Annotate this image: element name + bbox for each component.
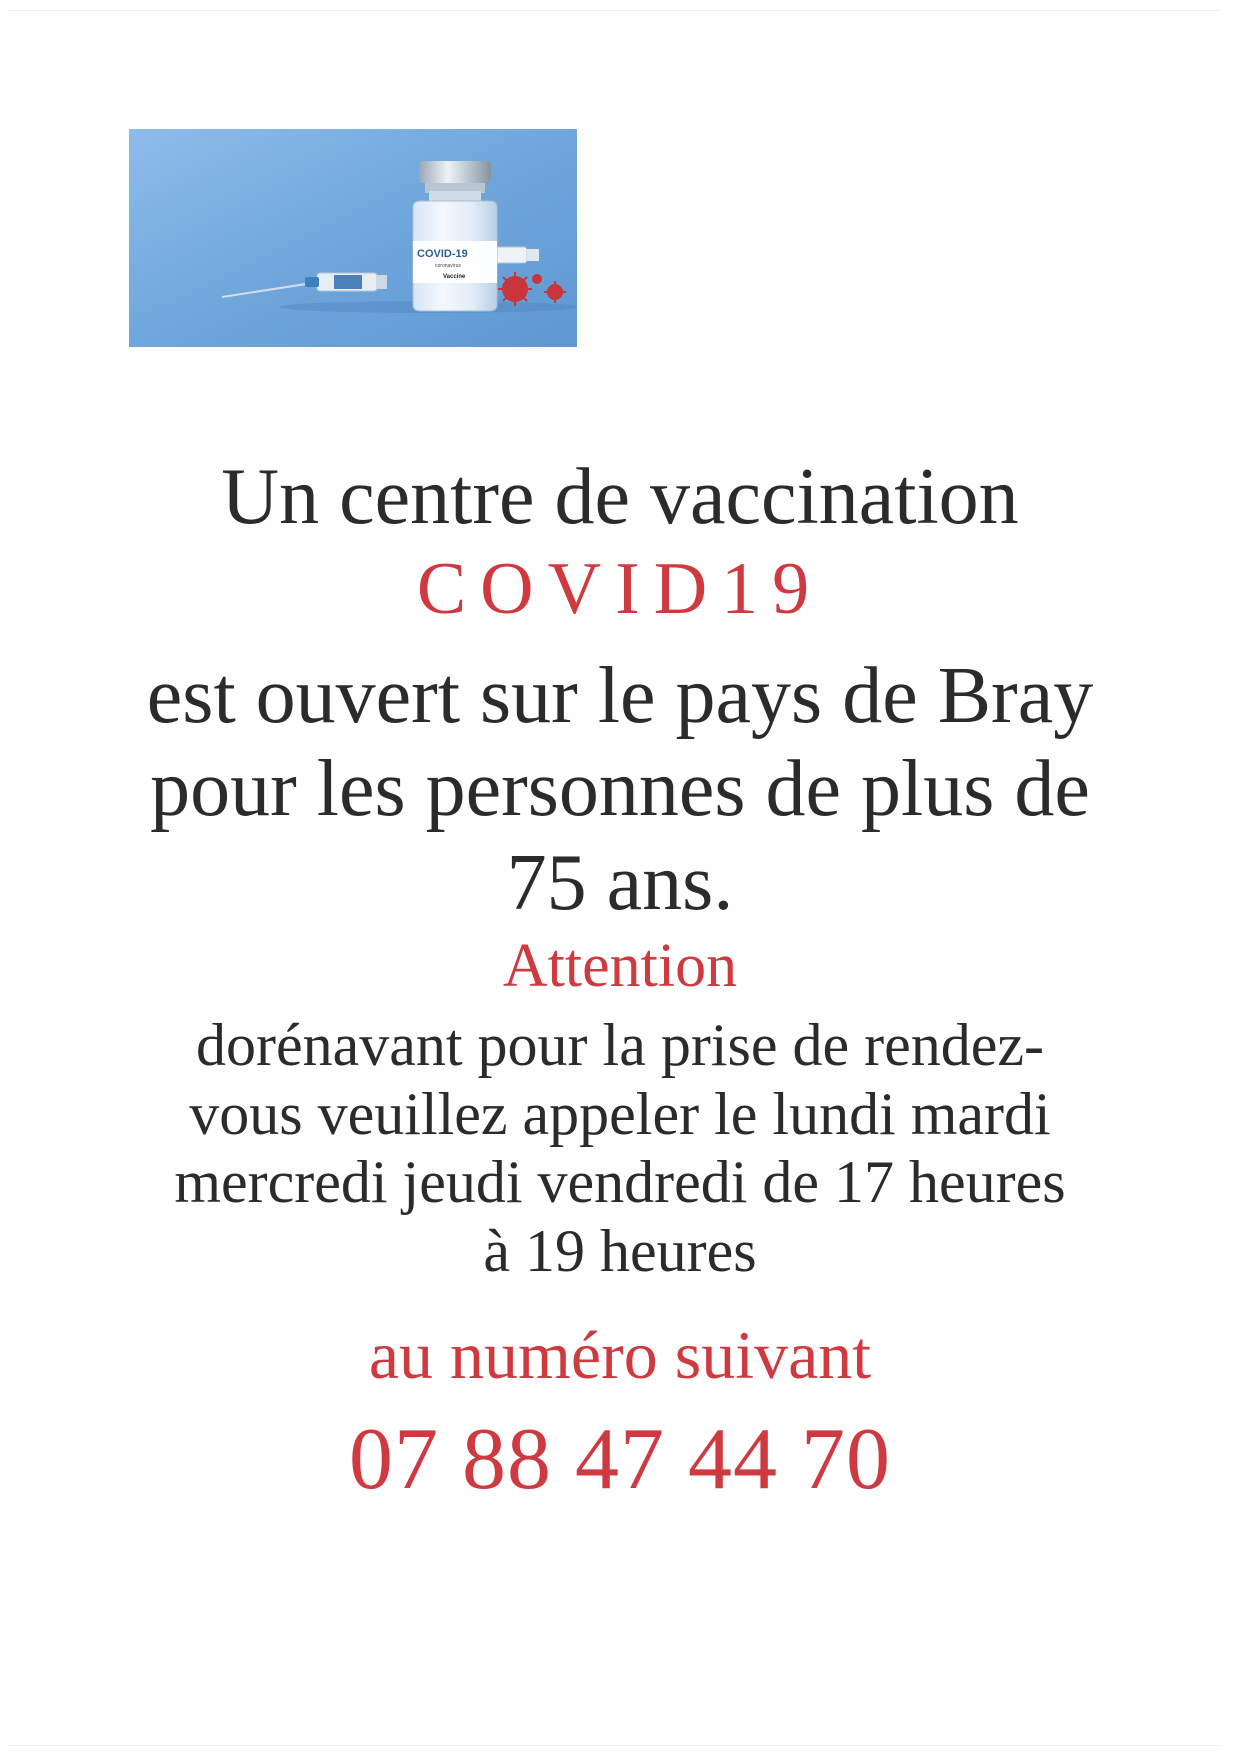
body-line: dorénavant pour la prise de rendez- (196, 1012, 1044, 1078)
phone-number: 07 88 47 44 70 (349, 1411, 891, 1508)
scan-edge (8, 1745, 1220, 1746)
number-intro: au numéro suivant (368, 1317, 872, 1393)
covid-vaccine-photo (129, 129, 577, 347)
vial-label-title: COVID-19 (417, 248, 468, 260)
headline-line: est ouvert sur le pays de Bray (146, 652, 1094, 740)
scan-edge (8, 10, 1220, 11)
covid-title: COVID19 (416, 548, 824, 630)
body-line: à 19 heures (483, 1218, 757, 1284)
body-line: vous veuillez appeler le lundi mardi (189, 1081, 1051, 1147)
body-line: mercredi jeudi vendredi de 17 heures (174, 1149, 1066, 1215)
vial-label-sub: coronavirus (435, 263, 461, 269)
headline-line: pour les personnes de plus de (150, 745, 1090, 833)
headline-line: Un centre de vaccination (221, 453, 1019, 541)
attention-label: Attention (502, 932, 738, 1000)
vial-label-vaccine: Vaccine (443, 274, 466, 280)
headline-line: 75 ans. (506, 839, 734, 927)
